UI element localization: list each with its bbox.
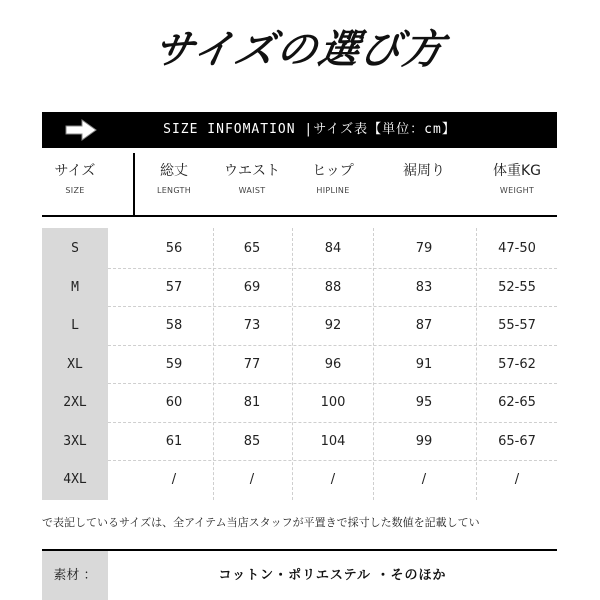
table-cell: 83 (415, 279, 433, 295)
size-cell: L (71, 318, 79, 333)
header-label: サイズ (54, 163, 96, 179)
table-cell: 69 (243, 279, 261, 295)
header-sublabel: WAIST (238, 186, 266, 195)
page-title: サイズの選び方 (149, 26, 450, 73)
size-info-banner (42, 112, 557, 148)
table-cell: 55-57 (498, 318, 536, 333)
banner-text: SIZE INFOMATION |サイズ表【単位：cm】 (163, 122, 456, 137)
size-cell: 3XL (63, 433, 87, 449)
header-sublabel: HIPLINE (316, 186, 350, 195)
table-cell: 56 (165, 241, 183, 256)
table-cell: 62-65 (498, 395, 536, 410)
table-row (42, 269, 557, 307)
table-cell: 100 (320, 395, 346, 410)
header-cell (283, 160, 383, 195)
header-cell (467, 160, 567, 195)
header-label: ヒップ (312, 163, 354, 179)
size-cell: S (71, 241, 79, 256)
table-cell: 52-55 (498, 279, 536, 295)
header-cell (25, 160, 125, 195)
table-cell: / (421, 472, 427, 487)
table-cell: 96 (324, 356, 342, 372)
table-row (42, 423, 557, 461)
header-label: ウエスト (224, 163, 280, 179)
table-cell: 92 (324, 318, 342, 333)
table-cell: 77 (243, 356, 261, 372)
table-cell: / (171, 472, 177, 487)
material-value: コットン・ポリエステル ・そのほか (218, 568, 447, 583)
table-cell: 47-50 (498, 241, 536, 256)
table-row (42, 346, 557, 384)
table-cell: 79 (415, 241, 433, 256)
table-cell: 65 (243, 241, 261, 256)
measurement-note: で表記しているサイズは、全アイテム当店スタッフが平置きで採寸した数値を記載してい (42, 516, 480, 529)
table-cell: 91 (415, 356, 433, 372)
header-label: 総丈 (160, 163, 188, 179)
table-cell: / (514, 472, 520, 487)
table-cell: 87 (415, 318, 433, 333)
material-label: 素材 ： (53, 568, 97, 583)
table-cell: 99 (415, 433, 433, 449)
table-cell: 84 (324, 241, 342, 256)
table-cell: 57-62 (498, 356, 536, 372)
size-cell: XL (67, 356, 83, 372)
header-label: 裾周り (403, 163, 445, 179)
size-cell: 4XL (63, 472, 87, 487)
table-cell: 88 (324, 279, 342, 295)
table-cell: 81 (243, 395, 261, 410)
table-row (42, 230, 557, 268)
table-cell: 57 (165, 279, 183, 295)
table-cell: 58 (165, 318, 183, 333)
table-cell: 95 (415, 395, 433, 410)
table-cell: 59 (165, 356, 183, 372)
header-cell (374, 160, 474, 186)
table-row (42, 384, 557, 422)
size-cell: M (71, 279, 79, 295)
table-row (42, 461, 557, 499)
table-cell: / (330, 472, 336, 487)
table-row (42, 307, 557, 345)
table-cell: 65-67 (498, 433, 536, 449)
table-cell: / (249, 472, 255, 487)
header-sublabel: WEIGHT (499, 186, 535, 195)
size-cell: 2XL (63, 395, 87, 410)
header-sublabel: SIZE (65, 186, 85, 195)
table-cell: 85 (243, 433, 261, 449)
header-sublabel: LENGTH (156, 186, 192, 195)
table-cell: 73 (243, 318, 261, 333)
table-cell: 104 (320, 433, 346, 449)
header-label: 体重KG (492, 163, 542, 179)
table-cell: 60 (165, 395, 183, 410)
table-cell: 61 (165, 433, 183, 449)
